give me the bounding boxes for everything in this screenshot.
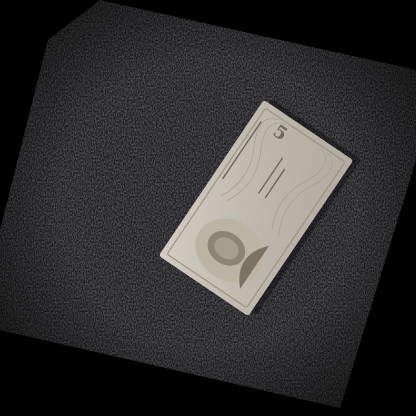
banknote-denomination: 5 <box>268 120 292 146</box>
